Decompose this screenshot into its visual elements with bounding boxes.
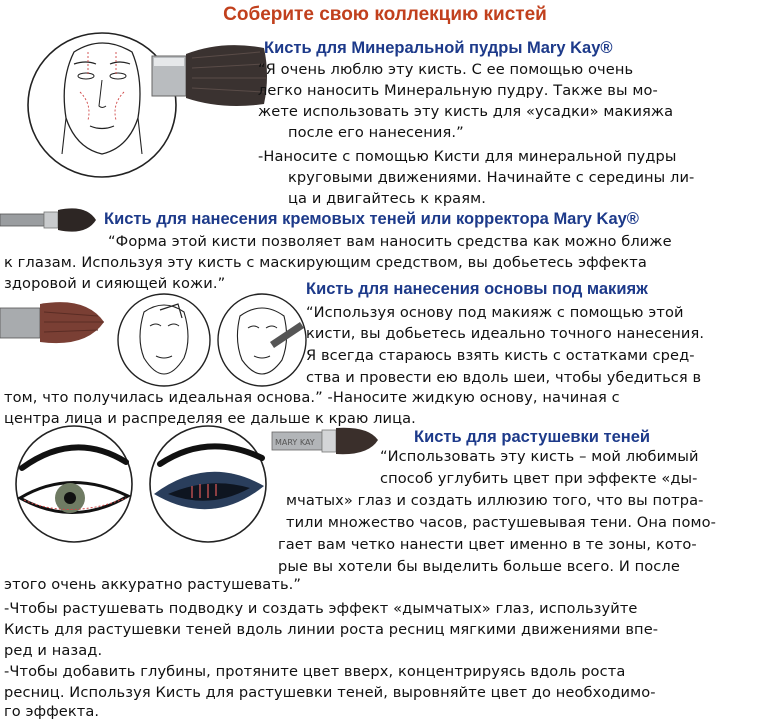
face-diagram-foundation-left <box>116 292 216 388</box>
blending-text-line: -Чтобы растушевать подводку и создать эффект «дымчатых» глаз, используйте <box>4 600 638 617</box>
blending-text-line: мчатых» глаз и создать иллюзию того, что вы потра- <box>286 492 704 509</box>
cream-shadow-text-line: к глазам. Используя эту кисть с маскирующим средством, вы добьетесь эффекта <box>4 254 647 271</box>
foundation-text-line: ства и провести ею вдоль шеи, чтобы убедиться в <box>306 369 702 386</box>
blending-text-line: тили множество часов, растушевывая тени. Она помо- <box>286 514 716 531</box>
mineral-powder-text-line: после его нанесения.” <box>288 124 464 141</box>
mineral-powder-text-line: ца и двигайтесь к краям. <box>288 190 486 207</box>
mineral-powder-brush-image <box>152 34 272 114</box>
mineral-powder-text-line: -Наносите с помощью Кисти для минеральной пудры <box>258 148 677 165</box>
blending-text-line: способ углубить цвет при эффекте «ды- <box>380 470 698 487</box>
foundation-text-line: кисти, вы добьетесь идеально точного нанесения. <box>306 325 705 342</box>
mineral-powder-text-line: жете использовать эту кисть для «усадки» макияжа <box>258 103 674 120</box>
blending-heading: Кисть для растушевки теней <box>414 428 651 446</box>
foundation-text-line: “Используя основу под макияж с помощью этой <box>306 304 684 321</box>
face-diagram-foundation-right <box>214 292 310 388</box>
cream-shadow-heading: Кисть для нанесения кремовых теней или корректора Mary Kay® <box>104 210 639 228</box>
foundation-text-line: том, что получилась идеальная основа.” -Наносите жидкую основу, начиная с <box>4 389 620 406</box>
mineral-powder-text-line: легко наносить Минеральную пудру. Также вы мо- <box>258 82 658 99</box>
cream-shadow-text-line: “Форма этой кисти позволяет вам наносить средства как можно ближе <box>108 233 672 250</box>
eye-diagram-liner <box>4 424 144 544</box>
foundation-heading: Кисть для нанесения основы под макияж <box>306 280 648 298</box>
mineral-powder-text-line: круговыми движениями. Начинайте с середины ли- <box>288 169 695 186</box>
blending-text-line: рые вы хотели бы выделить больше всего. И после <box>278 558 680 575</box>
mineral-powder-text-line: “Я очень люблю эту кисть. С ее помощью очень <box>258 61 634 78</box>
foundation-text-line: Я всегда стараюсь взять кисть с остатками сред- <box>306 347 695 364</box>
brand-logo-icon: MARY KAY <box>275 438 315 447</box>
blending-text-line: го эффекта. <box>4 703 100 720</box>
blending-text-line: ред и назад. <box>4 642 103 659</box>
eye-diagram-smoky <box>138 424 278 544</box>
cream-shadow-text-line: здоровой и сияющей кожи.” <box>4 275 226 292</box>
blending-text-line: “Использовать эту кисть – мой любимый <box>380 448 699 465</box>
blending-text-line: ресниц. Используя Кисть для растушевки теней, выровняйте цвет до необходимо- <box>4 684 656 701</box>
foundation-brush-image <box>0 292 110 354</box>
blending-text-line: Кисть для растушевки теней вдоль линии роста ресниц мягкими движениями впе- <box>4 621 659 638</box>
blending-text-line: этого очень аккуратно растушевать.” <box>4 576 302 593</box>
foundation-text-line: центра лица и распределяя ее дальше к краю лица. <box>4 410 416 427</box>
page-title: Соберите свою коллекцию кистей <box>223 4 547 25</box>
blending-text-line: -Чтобы добавить глубины, протяните цвет вверх, концентрируясь вдоль роста <box>4 663 626 680</box>
mineral-powder-heading: Кисть для Минеральной пудры Mary Kay® <box>264 39 613 57</box>
blending-text-line: гает вам четко нанести цвет именно в те зоны, кото- <box>278 536 697 553</box>
cream-shadow-brush-image <box>0 200 100 240</box>
